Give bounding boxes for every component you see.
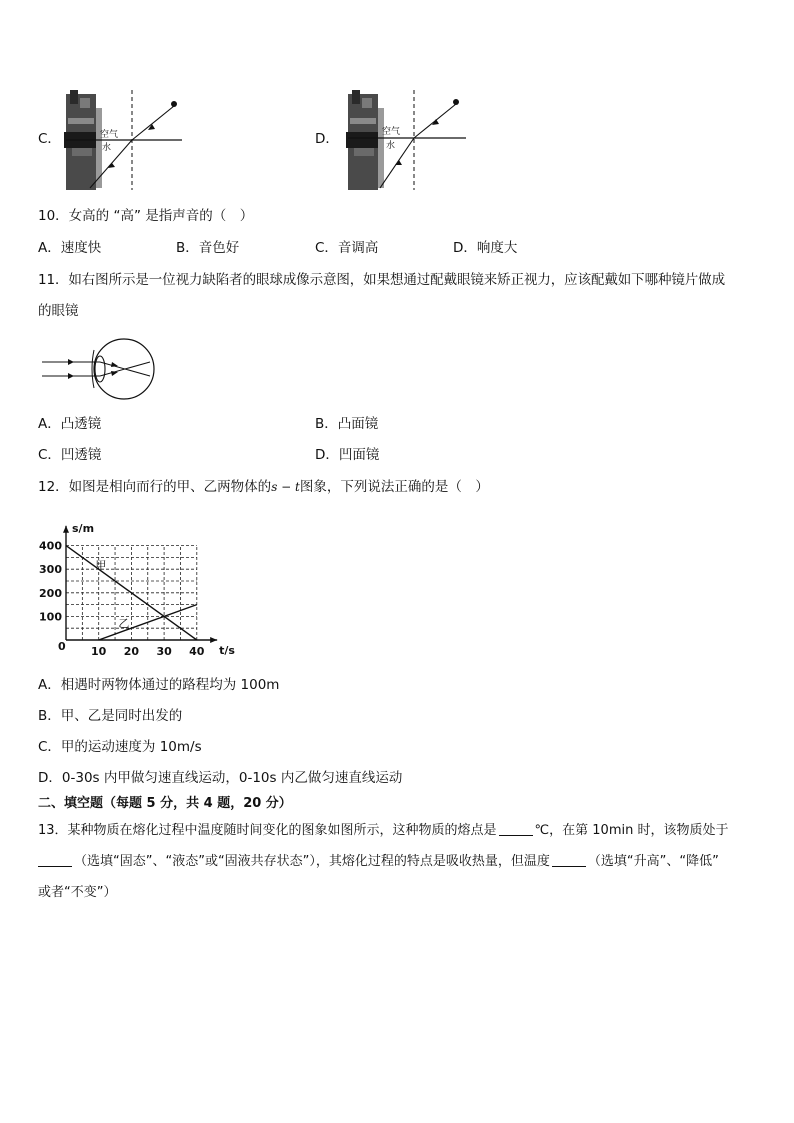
- air-label: 空气: [100, 130, 119, 140]
- y-tick-label: 100: [39, 610, 62, 624]
- x-tick-label: 40: [189, 645, 205, 658]
- eye-icon: [453, 99, 459, 105]
- q10-stem: 10．女高的 “高” 是指声音的（ ）: [38, 208, 254, 224]
- q13-line1: [38, 822, 728, 840]
- y-tick-label: 200: [39, 586, 62, 600]
- q12-stem-pre: 12．如图是相向而行的甲、乙两物体的: [38, 479, 272, 495]
- q12-stem-math: s − t: [271, 480, 300, 494]
- q10-option-a[interactable]: A．速度快: [38, 240, 102, 256]
- y-axis-label: s/m: [72, 521, 95, 535]
- q11-stem-line1: 11．如右图所示是一位视力缺陷者的眼球成像示意图，如果想通过配戴眼镜来矫正视力，应该配戴如下哪种镜片做成: [38, 272, 725, 288]
- series-label-jia: 甲: [95, 559, 107, 573]
- q9-option-c-label: C．: [38, 131, 61, 147]
- y-axis-arrow-icon: [63, 526, 69, 533]
- q10-option-c[interactable]: C．音调高: [315, 240, 379, 256]
- q12-stem: [38, 478, 489, 496]
- chart-labels: [39, 522, 235, 658]
- section-heading: 二、填空题（每题 5 分，共 4 题，20 分）: [38, 796, 292, 811]
- q11-option-d[interactable]: D．凹面镜: [315, 447, 380, 463]
- temperature-blank[interactable]: [552, 853, 586, 867]
- q11-option-b[interactable]: B．凸面镜: [315, 416, 379, 432]
- melting-point-blank[interactable]: [499, 822, 533, 836]
- q11-option-a[interactable]: A．凸透镜: [38, 416, 102, 432]
- q13-text-4: （选填“升高”、“降低”: [587, 854, 719, 869]
- q12-option-d[interactable]: D．0-30s 内甲做匀速直线运动，0-10s 内乙做匀速直线运动: [38, 770, 403, 786]
- x-tick-label: 20: [123, 645, 140, 658]
- q13-text-5: 或者“不变”）: [38, 885, 117, 900]
- x-tick-label: 0: [58, 640, 66, 653]
- state-blank[interactable]: [38, 853, 72, 867]
- st-graph: [30, 508, 262, 662]
- q9-option-d-label: D．: [315, 131, 339, 147]
- water-label: 水: [102, 143, 112, 153]
- q10-option-b[interactable]: B．音色好: [176, 240, 240, 256]
- x-tick-label: 30: [156, 645, 172, 658]
- x-axis-label: t/s: [219, 644, 235, 657]
- q12-option-a[interactable]: A．相遇时两物体通过的路程均为 100m: [38, 677, 280, 693]
- q12-option-b[interactable]: B．甲、乙是同时出发的: [38, 708, 183, 724]
- y-tick-label: 300: [39, 563, 62, 577]
- q13-line2: [38, 853, 719, 871]
- arrow-right-icon: [68, 373, 74, 379]
- air-ray: [132, 106, 174, 140]
- q12-stem-post: 图象，下列说法正确的是（ ）: [299, 479, 489, 495]
- q11-option-c[interactable]: C．凹透镜: [38, 447, 102, 463]
- q10-option-d[interactable]: D．响度大: [453, 240, 518, 256]
- q13-text-3: （选填“固态”、“液态”或“固液共存状态”），其熔化过程的特点是吸收热量，但温度: [74, 854, 550, 869]
- refraction-figure-d-background: [346, 90, 384, 190]
- y-tick-label: 400: [39, 539, 62, 553]
- refraction-figure-c: [62, 88, 192, 192]
- series-label-yi: 乙: [118, 617, 130, 631]
- eye-diagram: [40, 336, 160, 402]
- air-label: 空气: [382, 127, 401, 137]
- arrow-right-icon: [68, 359, 74, 365]
- q13-text-2: ℃，在第 10min 时，该物质处于: [534, 823, 729, 838]
- x-tick-label: 10: [91, 645, 107, 658]
- q12-option-c[interactable]: C．甲的运动速度为 10m/s: [38, 739, 202, 755]
- water-label: 水: [386, 141, 396, 151]
- x-axis-arrow-icon: [210, 637, 217, 643]
- refraction-figure-d: [344, 88, 474, 192]
- eye-lens: [95, 356, 105, 382]
- ray-arrow-icon: [395, 160, 402, 165]
- q13-text-1: 13．某种物质在熔化过程中温度随时间变化的图象如图所示，这种物质的熔点是: [38, 823, 497, 838]
- eye-icon: [171, 101, 177, 107]
- q13-line3: [38, 884, 116, 902]
- q11-stem-line2: 的眼镜: [38, 303, 79, 319]
- ray-arrow-icon: [148, 124, 155, 130]
